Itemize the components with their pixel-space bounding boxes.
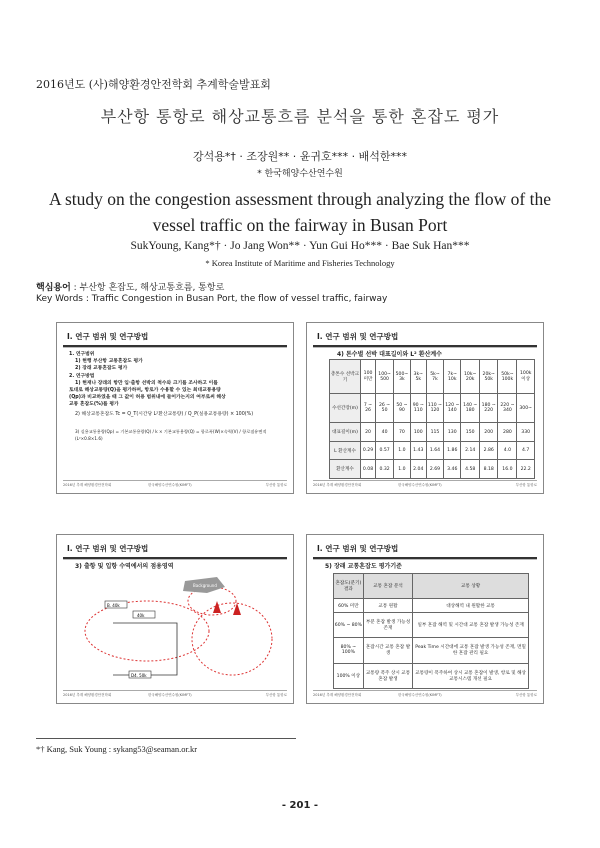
table-cell: 300~ — [517, 394, 535, 423]
table-cell: 500~ 3k — [394, 360, 411, 394]
english-title: A study on the congestion assessment through analyzing the flow of the vessel traffic on the fairway in Busan Port — [48, 189, 552, 235]
footer-right: 부산항 통항로 — [265, 483, 287, 487]
table-cell: 90 ~ 110 — [410, 394, 426, 423]
footer-right: 부산항 통항로 — [515, 483, 537, 487]
table-row — [330, 360, 535, 394]
table-cell: 20 — [361, 423, 376, 442]
table-cell: 330 — [517, 423, 535, 442]
footer-right: 부산항 통항로 — [515, 693, 537, 697]
table-cell: 4.7 — [517, 441, 535, 460]
background-label: Background — [193, 583, 217, 588]
slide-4-footer — [313, 690, 537, 699]
slide-1-item: 교통 혼잡도(%)를 평가 — [69, 402, 119, 408]
slide-1-formula: 3) 실용교통용량(Qp) = 기본교통용량(Q) / k × 기본교통용량(Q) = 항로폭(W)×속력(V) / 항로점유면적(L²×0.8×1.6) — [75, 428, 267, 442]
slide-1-item: 1) 현행 부산항 교통혼잡도 평가 — [75, 359, 143, 365]
footnote: *† Kang, Suk Young : sykang53@seaman.or.kr — [36, 744, 198, 754]
english-authors: SukYoung, Kang*† · Jo Jang Won** · Yun Gui Ho*** · Bae Suk Han*** — [130, 240, 470, 252]
row-label: 총톤수 선박크기 — [330, 360, 361, 394]
table-cell: 2.14 — [461, 441, 480, 460]
slide-3-rule — [63, 557, 287, 560]
footer-mid: 한국해양수산연수원(KIMFT) — [148, 693, 192, 697]
footer-left: 2016년 추계 해양환경안전학회 — [63, 693, 112, 697]
table-cell: 16.0 — [498, 460, 517, 479]
keywords-ko-label: 핵심용어 — [36, 283, 71, 293]
table-cell: 50 ~ 90 — [394, 394, 411, 423]
table-cell: 0.32 — [376, 460, 394, 479]
table-row — [330, 394, 535, 423]
slide-4-rule — [313, 557, 537, 560]
row-label: 수선간장(m) — [330, 394, 361, 423]
slide-1-rule — [63, 345, 287, 348]
slide-3 — [56, 534, 294, 704]
slide-4 — [306, 534, 544, 704]
table-cell: 60% ~ 80% — [334, 612, 364, 637]
slide-1-heading: I. 연구 범위 및 연구방법 — [67, 332, 149, 341]
slide-4-heading: I. 연구 범위 및 연구방법 — [317, 544, 399, 553]
table-cell: 5k~ 7k — [426, 360, 443, 394]
vessel-label: D4. 50k — [131, 673, 147, 678]
slide-1-body — [69, 351, 283, 442]
table-cell: 2.04 — [410, 460, 426, 479]
slide-1-item: (Qp)과 비교하였을 때 그 값이 허용 범위내에 들어가는지의 여부로써 해상 — [69, 395, 226, 401]
slide-3-subheading: 3) 출항 및 입항 수역에서의 점용영역 — [75, 563, 174, 570]
table-cell: 22.2 — [517, 460, 535, 479]
table-cell: 180 ~ 220 — [479, 394, 498, 423]
keywords-en-text: : Traffic Congestion in Busan Port, the flow of vessel traffic, fairway — [85, 294, 388, 304]
page-number: - 201 - — [281, 800, 319, 811]
table-row — [330, 423, 535, 442]
table-cell: 115 — [426, 423, 443, 442]
table-cell: 2.86 — [479, 441, 498, 460]
table-cell: 200 — [479, 423, 498, 442]
keywords-en — [36, 294, 387, 304]
table-cell: 2.69 — [426, 460, 443, 479]
vessel-label: B. 40k — [107, 603, 120, 608]
slide-1-item: 2. 연구방법 — [69, 373, 95, 379]
table-header-cell: 혼잡도(분기)결과 — [334, 574, 364, 599]
table-cell: 대상해역 내 원활한 교통 — [413, 599, 529, 613]
table-cell: 3.46 — [444, 460, 461, 479]
table-cell: 150 — [461, 423, 480, 442]
table-cell: 8.18 — [479, 460, 498, 479]
table-cell: 50k~ 100k — [498, 360, 517, 394]
slide-1 — [56, 322, 294, 494]
korean-authors: 강석용*† · 조장원** · 윤귀호*** · 배석한*** — [193, 150, 407, 163]
table-cell: 0.57 — [376, 441, 394, 460]
keywords-ko — [36, 280, 224, 293]
table-cell: 3k~ 5k — [410, 360, 426, 394]
occupancy-ellipse — [85, 601, 209, 661]
table-cell: 26 ~ 50 — [376, 394, 394, 423]
table-cell: 100k 이상 — [517, 360, 535, 394]
slide-1-formula: 2) 해상교통혼잡도 Tc = Q_T(시간당 L²환산교통량) / Q_P(실용교통용량) × 100(%) — [75, 411, 254, 417]
row-label: 환산계수 — [330, 460, 361, 479]
slide-1-item: 2) 장래 교통혼잡도 평가 — [75, 366, 128, 372]
row-label: 대표길이(m) — [330, 423, 361, 442]
table-cell: 1.64 — [426, 441, 443, 460]
table-header-cell: 교통 혼잡 분석 — [363, 574, 412, 599]
congestion-criteria-table — [333, 573, 529, 689]
footer-right: 부산항 통항로 — [265, 693, 287, 697]
vessel-length-table — [329, 359, 535, 479]
table-cell: 1.86 — [444, 441, 461, 460]
table-cell: 교통 원활 — [363, 599, 412, 613]
table-cell: 교통량 폭주 상시 교통 혼잡 발생 — [363, 663, 412, 688]
table-cell: 120 ~ 140 — [444, 394, 461, 423]
table-cell: 교통량이 폭주하여 상시 교통 혼잡이 발생, 항로 및 해상교통시스템 개선 필요 — [413, 663, 529, 688]
vessel-marker — [233, 603, 241, 615]
footer-left: 2016년 추계 해양환경안전학회 — [313, 693, 362, 697]
footer-left: 2016년 추계 해양환경안전학회 — [313, 483, 362, 487]
row-label: L 환산계수 — [330, 441, 361, 460]
slide-1-item: 1) 현재나 장래의 항만 입·출항 선박의 척수와 크기를 조사하고 이를 — [75, 380, 218, 386]
table-header-row — [334, 574, 529, 599]
slide-2-heading: I. 연구 범위 및 연구방법 — [317, 332, 399, 341]
occupancy-diagram — [77, 571, 277, 691]
slide-4-subheading: 5) 장래 교통혼잡도 평가기준 — [325, 563, 402, 570]
slide-1-footer — [63, 480, 287, 489]
table-cell: 1.0 — [394, 460, 411, 479]
table-cell: 280 — [498, 423, 517, 442]
footer-mid: 한국해양수산연수원(KIMFT) — [148, 483, 192, 487]
slide-2-subheading: 4) 톤수별 선박 대표길이와 L² 환산계수 — [337, 351, 442, 358]
slide-2-footer — [313, 480, 537, 489]
fairway-line — [113, 623, 177, 675]
english-affiliation: * Korea Institute of Maritime and Fisheries Technology — [205, 258, 395, 268]
table-row — [334, 612, 529, 637]
footer-mid: 한국해양수산연수원(KIMFT) — [398, 693, 442, 697]
table-cell: 110 ~ 120 — [426, 394, 443, 423]
table-cell: 부분 혼잡 발생 가능성 존재 — [363, 612, 412, 637]
table-cell: 20k~ 50k — [479, 360, 498, 394]
slide-2-rule — [313, 345, 537, 348]
table-cell: 0.29 — [361, 441, 376, 460]
table-cell: 1.0 — [394, 441, 411, 460]
occupancy-ellipse — [192, 603, 272, 675]
footnote-rule — [36, 738, 296, 739]
table-row — [330, 460, 535, 479]
table-cell: 60% 미만 — [334, 599, 364, 613]
table-cell: Peak Time 시간대에 교통 혼잡 발생 가능성 존재, 면밀한 혼잡 관리 필요 — [413, 638, 529, 663]
table-row — [334, 599, 529, 613]
slide-2 — [306, 322, 544, 494]
table-cell: 100~ 500 — [376, 360, 394, 394]
table-cell: 70 — [394, 423, 411, 442]
table-cell: 130 — [444, 423, 461, 442]
table-cell: 7k~ 10k — [444, 360, 461, 394]
table-row — [334, 638, 529, 663]
table-cell: 10k~ 20k — [461, 360, 480, 394]
slide-1-item: 1. 연구범위 — [69, 352, 95, 357]
vessel-label: 40k — [137, 613, 145, 618]
table-cell: 4.58 — [461, 460, 480, 479]
slide-3-heading: I. 연구 범위 및 연구방법 — [67, 544, 149, 553]
keywords-ko-text: : 부산항 혼잡도, 해상교통흐름, 통항로 — [73, 283, 225, 293]
footer-mid: 한국해양수산연수원(KIMFT) — [398, 483, 442, 487]
footer-left: 2016년 추계 해양환경안전학회 — [63, 483, 112, 487]
table-header-cell: 교통 상황 — [413, 574, 529, 599]
table-cell: 100 — [410, 423, 426, 442]
korean-title: 부산항 통항로 해상교통흐름 분석을 통한 혼잡도 평가 — [100, 107, 500, 126]
slide-1-item: 토대로 해상교통량(Q)을 평가하며, 항로가 수용할 수 있는 최대교통용량 — [69, 388, 221, 394]
table-cell: 1.43 — [410, 441, 426, 460]
table-cell: 7 ~ 26 — [361, 394, 376, 423]
table-cell: 혼잡시간 교통 혼잡 발생 — [363, 638, 412, 663]
table-cell: 40 — [376, 423, 394, 442]
keywords-en-label: Key Words — [36, 294, 83, 304]
table-cell: 100 미만 — [361, 360, 376, 394]
table-cell: 220 ~ 340 — [498, 394, 517, 423]
table-row — [330, 441, 535, 460]
table-cell: 4.0 — [498, 441, 517, 460]
table-cell: 일부 혼잡 해역 및 시간대 교통 혼잡 발생 가능성 존재 — [413, 612, 529, 637]
korean-affiliation: * 한국해양수산연수원 — [257, 169, 343, 179]
table-cell: 140 ~ 180 — [461, 394, 480, 423]
conference-header: 2016년도 (사)해양환경안전학회 추계학술발표회 — [36, 78, 271, 91]
table-cell: 100% 이상 — [334, 663, 364, 688]
table-row — [334, 663, 529, 688]
table-cell: 0.08 — [361, 460, 376, 479]
table-cell: 80% ~ 100% — [334, 638, 364, 663]
slide-3-footer — [63, 690, 287, 699]
